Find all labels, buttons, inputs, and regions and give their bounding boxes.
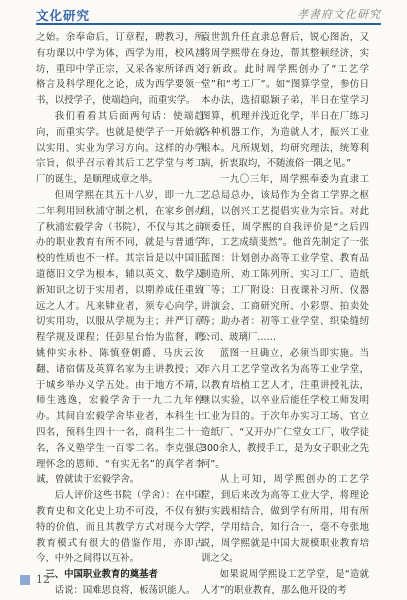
journal-title: 孝書府文化研究 — [297, 8, 381, 21]
left-column — [36, 30, 204, 599]
page-marker — [20, 575, 30, 585]
paragraph: 如果说周学熙设工艺学堂，是“造就人才”的职业教育，那么他开设的考 — [201, 569, 369, 596]
paragraph: 之始。余奉命后，订章程，聘教习，所有功课以中学为体，西学为用，校风甚坊，重印中学正宗，又采各家所译西文格言及科学理化之论，成为西学要领一书，以授学子，使端趋向，而重实学。 — [36, 32, 204, 107]
paragraph: 但周学熙在其五十八岁，即一九二二年利用回秋浦守制之机，在家乡创办了秋浦宏毅学舍（书院），不仅与其之前办的职业教育有所不同，就是与普通学校的性质也不一样。其宗旨是以中国旧道德旧文学为根本，辅以英文、数学及新知识之切于实用者，以期养成任重致远之人才。凡来肄业者，须专心向学，切实用功，以服从学规为主；并严订章程学规及课程；任彭星台怡为监督，聘姚仲实永朴、陈慎登朝爵、马庆云汝翻、诸宿儒及英算名家为主讲教授；又于城乡举办义学五处。由于地方不靖，师生逃逸，宏毅学舍于一九二九年停办。其间自宏毅学舍毕业者，本科生十四名，预科生四十一名，商科生二十一名，各义塾学生一百零二名。李克强总理怀念的恩师、“有实无名”的真学者李诚，曾就读于宏毅学舍。 — [36, 189, 204, 486]
header-divider — [36, 23, 381, 25]
right-column — [201, 30, 369, 599]
paragraph: 我们看看其后面两句话：使端趋向，而重实学。也就是使学子一开始就以实用、实业为学习方向。这样的办学宗旨，似乎召示着其后工艺学堂与考工厂的诞生，是顺理成章之举。 — [36, 110, 204, 186]
paragraph: 话说：国难思良将，板荡识能人。 — [54, 584, 196, 596]
paragraph: 后人评价这些书院（学舍）：在中国教育史和文化史上功不可没，不仅有独特的价值，而且其教学方式对现今大学教育模式有很大的借鉴作用，亦即古今、中外之间得以互补。 — [36, 490, 204, 565]
paragraph: 蓝图一旦确立，必须当即实施。当年六月工艺学堂改名为高等工业学堂，以教育培植工艺人才，注重讲授礼法，继以实验，以卒业后能任学校工师发明工业为目的。于次年办实习工场、官立造纸厂、“又开办广仁堂女工厂，收学徒300余人，教授手工，是为女子职业之先河”。 — [201, 347, 369, 470]
paragraph: 一九〇三年，周学熙奉委为直隶工艺总局总办，该局作为全省工学界之枢纽，以创兴工艺提倡实业为宗旨。对此项委任，周学熙的自我评价是“之后四年，工艺成绩斐然”。他首先制定了一张蓝图：计划创办高等工业学堂、教育品制造所、劝工陈列所、实习工厂、造纸厂等；工厂附设：日夜课补习所、仪器讲演会、工商研究所、小彩票、拍卖处等；助办者：初等工业学堂、织染缝纫公司、玻璃厂…… — [201, 174, 369, 344]
paragraph: 从上可知，周学熙创办的工艺学堂，到后来改为高等工业大学，将理论与实践相结合，做到学有所用，用有所学，学用结合，知行合一，毫不夸张地说，周学熙就是中国大规模职业教育培训之父。 — [201, 474, 369, 565]
section-subheading: 三、中国职业教育的奠基者 — [45, 569, 158, 581]
page-number: 12 — [36, 573, 50, 586]
section-title: 文化研究 — [36, 8, 91, 23]
paragraph: 袁世凯升任直隶总督后，锐心图治，又将周学熙带在身边，帮其整顿经济，实行新政。此时周学熙创办了“工艺学堂”和“考工厂”。如“图算学堂，参仿日本办法，选招聪颖子弟，半日在堂学习图算，机理并浅近化学，半日在厂练习各种机器工作，为造就人才，振兴工业根本。凡所规划，均研究理法，统筹利病，折衷取均，不随流俗一隅之见。” — [201, 32, 369, 170]
page-header — [0, 0, 407, 26]
